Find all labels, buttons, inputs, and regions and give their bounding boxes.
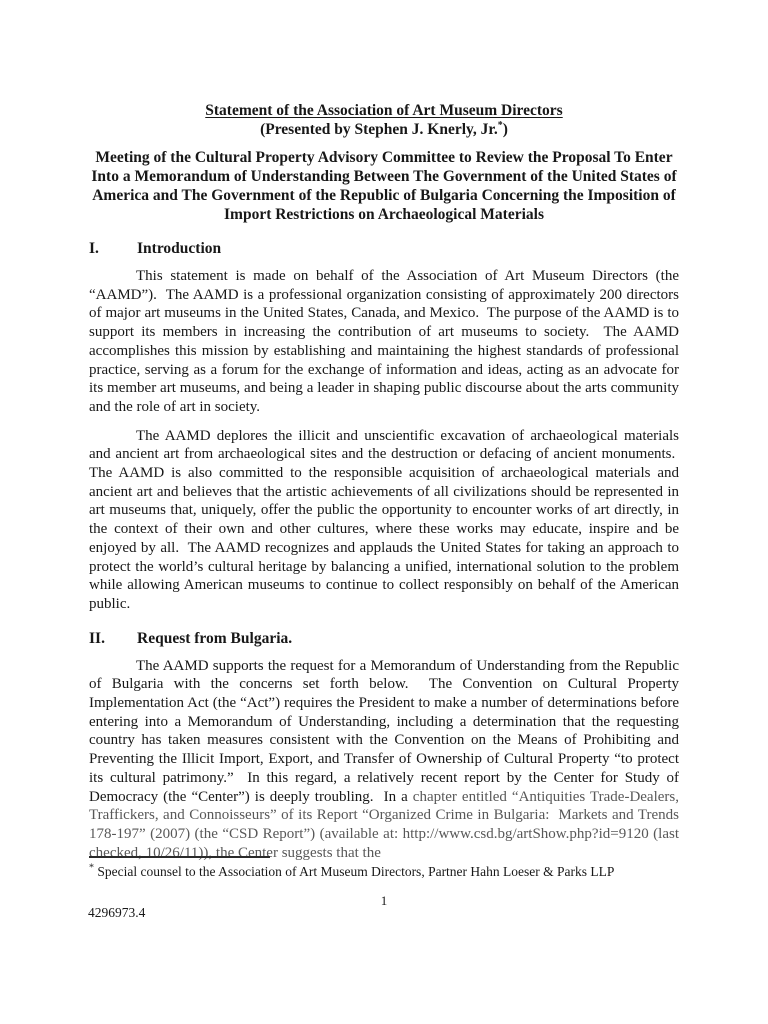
presenter-close-paren: ): [502, 121, 508, 138]
section-number: I.: [89, 240, 99, 257]
page-number: 1: [380, 893, 388, 908]
paragraph-main-text: The AAMD supports the request for a Memorandum of Understanding from the Republic of Bulgaria with the concerns set forth below. The Convention on Cultural Property Implementation Act (the “Act”) requires the President to make a number of determinations before entering into a Memorandum of Understanding, including a determination that the requesting country has taken measures consistent with the Convention on the Means of Prohibiting and Preventing the Illicit Import, Export, and Transfer of Ownership of Cultural Property “to protect its cultural patrimony.” In this regard, a relatively recent report by the Center for Study of Democracy (the “Center”) is deeply troubling. In a: [89, 657, 679, 805]
section-heading-request-from-bulgaria: [89, 629, 679, 648]
document-title-block: [89, 101, 679, 139]
footnote-marker: *: [89, 862, 94, 874]
section-heading-introduction: [89, 239, 679, 258]
meeting-heading: Meeting of the Cultural Property Advisory Committee to Review the Proposal To Enter Into a Memorandum of Understanding Between The Government of the United States of America and The Government of the Republic of Bulgaria Concerning the Imposition of Import Restrictions on Archaeological Materials: [91, 149, 677, 223]
paragraph-request-bulgaria: [89, 657, 679, 863]
document-title-line: [89, 101, 679, 120]
document-title: Statement of the Association of Art Museum Directors: [205, 102, 563, 119]
section-number: II.: [89, 629, 105, 647]
document-content: [89, 101, 679, 872]
presenter-text: (Presented by Stephen J. Knerly, Jr.: [260, 121, 498, 138]
presenter-footnote-marker: *: [497, 119, 503, 131]
citation-tail-text: (last checked, 10/26/11)), the Center suggests that the: [89, 825, 680, 861]
csd-report-citation: chapter entitled “Antiquities Trade-Dealers, Traffickers, and Connoisseurs” of its Report “Organized Crime in Bulgaria: Markets and Trends 178-197” (2007) (the “CSD Report”) (available at:: [89, 788, 679, 842]
paragraph-introduction-2: The AAMD deplores the illicit and unscientific excavation of archaeological materials and ancient art from archaeological sites and the destruction or defacing of ancient monuments. The AAMD is also committed to the responsible acquisition of archaeological materials and ancient art and believes that the artistic achievements of all civilizations should be represented in art museums that, uniquely, offer the public the opportunity to encounter works of art directly, in the context of their own and other cultures, where these works may educate, inspire and be enjoyed by all. The AAMD recognizes and applauds the United States for taking an approach to protect the world’s cultural heritage by balancing a unified, international solution to the problem while allowing American museums to continue to collect responsibly on behalf of the American public.: [89, 427, 679, 612]
footnote-separator-rule: [89, 856, 270, 858]
footnote-text: Special counsel to the Association of Art Museum Directors, Partner Hahn Loeser & Parks LLP: [94, 864, 615, 879]
paragraph-introduction-1: This statement is made on behalf of the Association of Art Museum Directors (the “AAMD”). The AAMD is a professional organization consisting of approximately 200 directors of major art museums in the United States, Canada, and Mexico. The purpose of the AAMD is to support its members in increasing the contribution of art museums to society. The AAMD accomplishes this mission by establishing and maintaining the highest standards of professional practice, serving as a forum for the exchange of information and ideas, acting as an advocate for its member art museums, and being a leader in shaping public discourse about the arts community and the role of art in society.: [89, 268, 679, 415]
presenter-line: [89, 120, 679, 139]
document-id-number: 4296973.4: [88, 905, 146, 920]
footnote: [89, 863, 679, 880]
section-title: Request from Bulgaria.: [137, 629, 293, 647]
section-title: Introduction: [137, 240, 222, 257]
csd-report-url: http://www.csd.bg/artShow.php?id=9120: [402, 825, 649, 842]
